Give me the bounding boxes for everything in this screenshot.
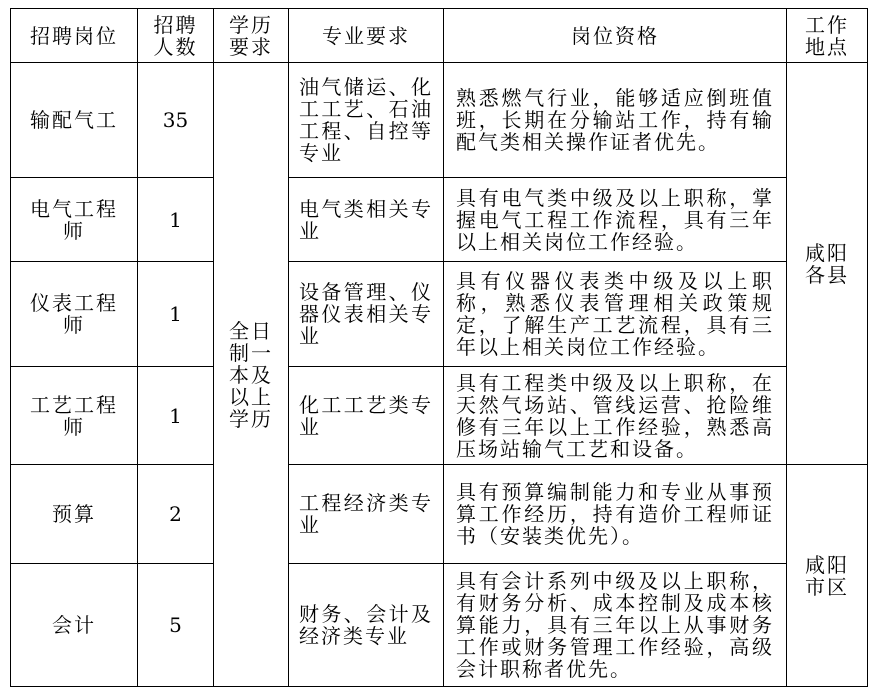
cell-count: 1 — [138, 262, 214, 367]
cell-location-city: 咸阳市区 — [787, 465, 868, 687]
cell-count: 2 — [138, 465, 214, 564]
cell-location-counties: 咸阳各县 — [787, 63, 868, 465]
header-row — [11, 9, 868, 63]
cell-major: 设备管理、仪器仪表相关专业 — [289, 262, 444, 367]
header-major: 专业要求 — [289, 9, 444, 63]
cell-major: 电气类相关专业 — [289, 178, 444, 262]
cell-qualification: 具有预算编制能力和专业从事预算工作经历，持有造价工程师证书（安装类优先）。 — [444, 465, 787, 564]
cell-position: 会计 — [11, 564, 138, 687]
cell-count: 35 — [138, 63, 214, 178]
cell-position: 电气工程师 — [11, 178, 138, 262]
cell-position: 输配气工 — [11, 63, 138, 178]
cell-count: 5 — [138, 564, 214, 687]
header-qualification: 岗位资格 — [444, 9, 787, 63]
cell-education: 全日制一本及以上学历 — [214, 63, 289, 687]
table-row — [11, 178, 868, 262]
recruitment-table — [10, 8, 868, 687]
cell-position: 工艺工程师 — [11, 367, 138, 465]
cell-qualification: 熟悉燃气行业，能够适应倒班值班，长期在分输站工作，持有输配气类相关操作证者优先。 — [444, 63, 787, 178]
cell-qualification: 具有电气类中级及以上职称，掌握电气工程工作流程，具有三年以上相关岗位工作经验。 — [444, 178, 787, 262]
table-row — [11, 465, 868, 564]
cell-major: 油气储运、化工工艺、石油工程、自控等专业 — [289, 63, 444, 178]
cell-position: 预算 — [11, 465, 138, 564]
header-position: 招聘岗位 — [11, 9, 138, 63]
cell-qualification: 具有工程类中级及以上职称，在天然气场站、管线运营、抢险维修有三年以上工作经验，熟悉高压场站输气工艺和设备。 — [444, 367, 787, 465]
cell-major: 工程经济类专业 — [289, 465, 444, 564]
cell-qualification: 具有会计系列中级及以上职称，有财务分析、成本控制及成本核算能力，具有三年以上从事财务工作或财务管理工作经验，高级会计职称者优先。 — [444, 564, 787, 687]
table-row — [11, 262, 868, 367]
cell-position: 仪表工程师 — [11, 262, 138, 367]
header-location: 工作地点 — [787, 9, 868, 63]
cell-major: 化工工艺类专业 — [289, 367, 444, 465]
cell-count: 1 — [138, 367, 214, 465]
cell-qualification: 具有仪器仪表类中级及以上职称，熟悉仪表管理相关政策规定，了解生产工艺流程，具有三年以上相关岗位工作经验。 — [444, 262, 787, 367]
cell-major: 财务、会计及经济类专业 — [289, 564, 444, 687]
table-row — [11, 367, 868, 465]
header-education: 学历要求 — [214, 9, 289, 63]
table-row — [11, 63, 868, 178]
header-count: 招聘人数 — [138, 9, 214, 63]
cell-count: 1 — [138, 178, 214, 262]
table-row — [11, 564, 868, 687]
